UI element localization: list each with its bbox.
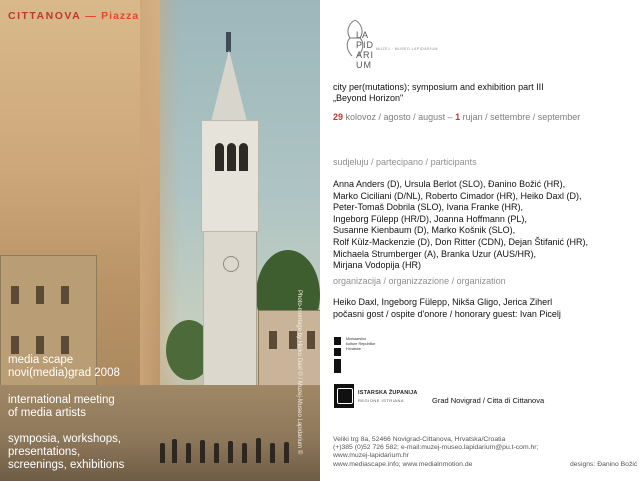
event-name-line1: media scape: [8, 354, 74, 366]
lapidarium-logo-line4: UM: [356, 60, 372, 70]
footer-site-mediascape[interactable]: www.mediascape.info; www.medialnmotion.de: [333, 461, 473, 468]
person: [256, 438, 261, 463]
event-program-line1: symposia, workshops,: [8, 433, 122, 445]
organization-names: Heiko Daxl, Ingeborg Fülepp, Nikša Gligo, Jerica Ziherl: [333, 297, 553, 307]
honorary-guest: počasni gost / ospite d'onore / honorary guest: Ivan Picelj: [333, 309, 561, 319]
istria-county-logo: [334, 384, 429, 408]
event-dates: [333, 112, 580, 123]
ministry-logo-text: Ministarstvo kulture Republike Hrvatske: [346, 337, 376, 351]
participant-line: Michaela Strumberger (A), Branka Uzur (AUS/HR),: [333, 248, 537, 259]
istria-coat-of-arms: [334, 384, 354, 408]
participant-line: Rolf Külz-Mackenzie (D), Don Ritter (CDN), Dejan Štifanić (HR),: [333, 236, 589, 247]
ministry-of-culture-logo: [334, 337, 374, 377]
postcard-title-place: Piazza: [101, 10, 140, 22]
tower-spire: [211, 50, 247, 122]
goat-emblem-icon: [337, 388, 353, 404]
event-program-line3: screenings, exhibitions: [8, 459, 125, 471]
start-day: 29: [333, 112, 344, 122]
istria-name: ISTARSKA ŽUPANIJA: [358, 390, 418, 396]
lapidarium-logo-subtitle: MUZEJ · MUSEO LAPIDARIUM: [376, 47, 438, 51]
person: [228, 441, 233, 463]
lapidarium-logo: [336, 16, 438, 70]
footer-contact: (+)385 (0)52 726 582; e-mail:muzej-museo.lapidarium@pu.t-com.hr;: [333, 444, 539, 451]
event-title: city per(mutations); symposium and exhibition part III: [333, 82, 544, 92]
participant-line: Peter-Tomaš Dobrila (SLO), Ivana Franke (HR),: [333, 202, 524, 213]
tower-shaft: [203, 232, 257, 390]
house-right: [258, 310, 320, 397]
person: [214, 443, 219, 463]
participants-heading: sudjeluju / partecipano / participants: [333, 157, 477, 167]
event-description-line1: international meeting: [8, 394, 115, 406]
photo-credit: Photo-montage by Heiko Daxl © / Muzej-Museo Lapidarium ©: [296, 290, 302, 455]
participant-line: Anna Anders (D), Ursula Berlot (SLO), Đanino Božić (HR),: [333, 179, 566, 189]
person: [200, 440, 205, 463]
event-description: [8, 394, 115, 420]
participant-line: Susanne Kienbaum (D), Marko Košnik (SLO),: [333, 225, 516, 236]
town-sponsor: Grad Novigrad / Citta di Cittanova: [432, 396, 545, 405]
tower-statue: [226, 32, 231, 52]
footer-design-credit: designs: Đanino Božić: [570, 461, 638, 468]
participant-line: Mirjana Vodopija (HR): [333, 260, 422, 271]
footer-address: Veliki trg 8a, 52466 Novigrad-Cittanova, Hrvatska/Croatia: [333, 436, 506, 443]
end-day: 1: [455, 112, 461, 122]
event-name: [8, 354, 120, 380]
participant-line: Ingeborg Fülepp (HR/D), Joanna Hoffmann (PL),: [333, 213, 527, 224]
clock-face: [223, 256, 239, 272]
person: [284, 442, 289, 463]
person: [160, 443, 165, 463]
lapidarium-logo-line2: PID: [356, 40, 375, 50]
event-program-line2: presentations,: [8, 446, 81, 458]
person: [186, 443, 191, 463]
event-name-line2: novi(media)grad 2008: [8, 367, 120, 379]
person: [270, 443, 275, 463]
lapidarium-logo-text: [356, 30, 374, 70]
event-subtitle: „Beyond Horizon": [333, 93, 404, 103]
postcard-title-town: CITTANOVA: [8, 10, 81, 22]
lapidarium-logo-line1: LA: [356, 30, 370, 40]
organization-heading: organizacija / organizzazione / organization: [333, 276, 506, 286]
lapidarium-logo-line3: ARI: [356, 50, 375, 60]
postcard-title: [8, 10, 139, 22]
istria-subtitle: REGIONE ISTRIANA: [358, 398, 405, 403]
participants-list: [333, 179, 588, 272]
person: [172, 439, 177, 463]
footer-site-museum[interactable]: www.muzej-lapidarium.hr: [333, 452, 409, 459]
person: [242, 443, 247, 463]
event-program: [8, 433, 124, 472]
start-months: kolovoz / agosto / august: [345, 112, 446, 122]
participant-line: Marko Ciciliani (D/NL), Roberto Cimador (HR), Heiko Daxl (D),: [333, 190, 582, 201]
tower-belfry: [201, 120, 259, 232]
postcard-title-dash: —: [85, 10, 97, 22]
end-months: rujan / settembre / september: [462, 112, 581, 122]
date-separator: –: [447, 112, 453, 122]
event-description-line2: of media artists: [8, 407, 86, 419]
bell-tower: [199, 50, 259, 390]
